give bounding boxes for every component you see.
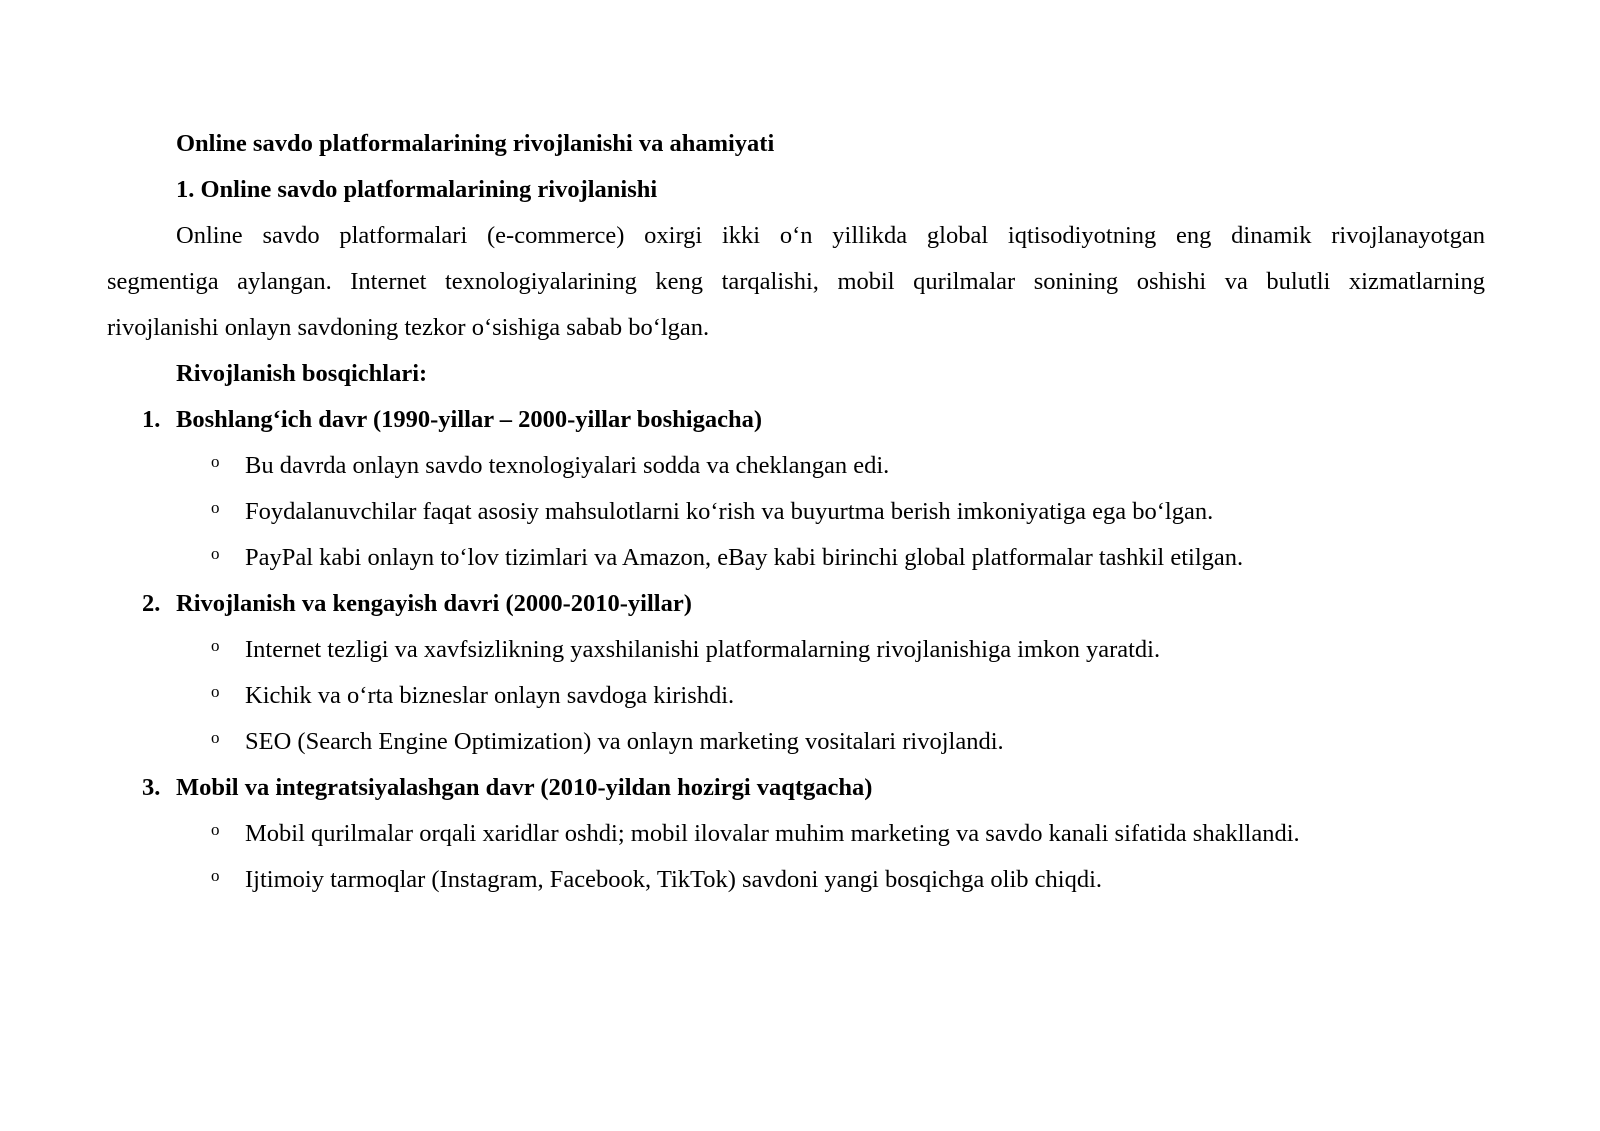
stage-title: Boshlang‘ich davr (1990-yillar – 2000-yillar boshigacha) [176,406,763,433]
list-item: Internet tezligi va xavfsizlikning yaxshilanishi platformalarning rivojlanishiga imkon yaratdi. [245,636,1161,663]
list-item: PayPal kabi onlayn to‘lov tizimlari va Amazon, eBay kabi birinchi global platformalar tashkil etilgan. [245,544,1244,571]
stage-title: Mobil va integratsiyalashgan davr (2010-yildan hozirgi vaqtgacha) [176,774,873,801]
list-item: Foydalanuvchilar faqat asosiy mahsulotlarni ko‘rish va buyurtma berish imkoniyatiga ega bo‘lgan. [245,498,1214,525]
intro-line-1: Online savdo platformalari (e-commerce) oxirgi ikki o‘n yillikda global iqtisodiyotning eng dinamik rivojlanayotgan [176,222,1485,249]
intro-line-3: rivojlanishi onlayn savdoning tezkor o‘sishiga sabab bo‘lgan. [107,314,710,341]
bullet-icon: o [211,682,220,701]
list-item: Bu davrda onlayn savdo texnologiyalari sodda va cheklangan edi. [245,452,890,479]
stage-number: 1. [142,406,161,433]
section-heading: 1. Online savdo platformalarining rivojlanishi [176,176,658,203]
stage-title: Rivojlanish va kengayish davri (2000-2010-yillar) [176,590,692,617]
list-item: Mobil qurilmalar orqali xaridlar oshdi; mobil ilovalar muhim marketing va savdo kanali sifatida shakllandi. [245,820,1300,847]
stages-heading: Rivojlanish bosqichlari: [176,360,428,387]
intro-line-2: segmentiga aylangan. Internet texnologiyalarining keng tarqalishi, mobil qurilmalar sonining oshishi va bulutli xizmatlarning [107,268,1485,295]
bullet-icon: o [211,866,220,885]
document-title: Online savdo platformalarining rivojlanishi va ahamiyati [176,130,775,157]
list-item: Kichik va o‘rta bizneslar onlayn savdoga kirishdi. [245,682,735,709]
list-item: SEO (Search Engine Optimization) va onlayn marketing vositalari rivojlandi. [245,728,1004,755]
bullet-icon: o [211,544,220,563]
stage-number: 3. [142,774,161,801]
bullet-icon: o [211,636,220,655]
list-item: Ijtimoiy tarmoqlar (Instagram, Facebook, TikTok) savdoni yangi bosqichga olib chiqdi. [245,866,1103,893]
stage-number: 2. [142,590,161,617]
bullet-icon: o [211,728,220,747]
bullet-icon: o [211,820,220,839]
bullet-icon: o [211,498,220,517]
bullet-icon: o [211,452,220,471]
